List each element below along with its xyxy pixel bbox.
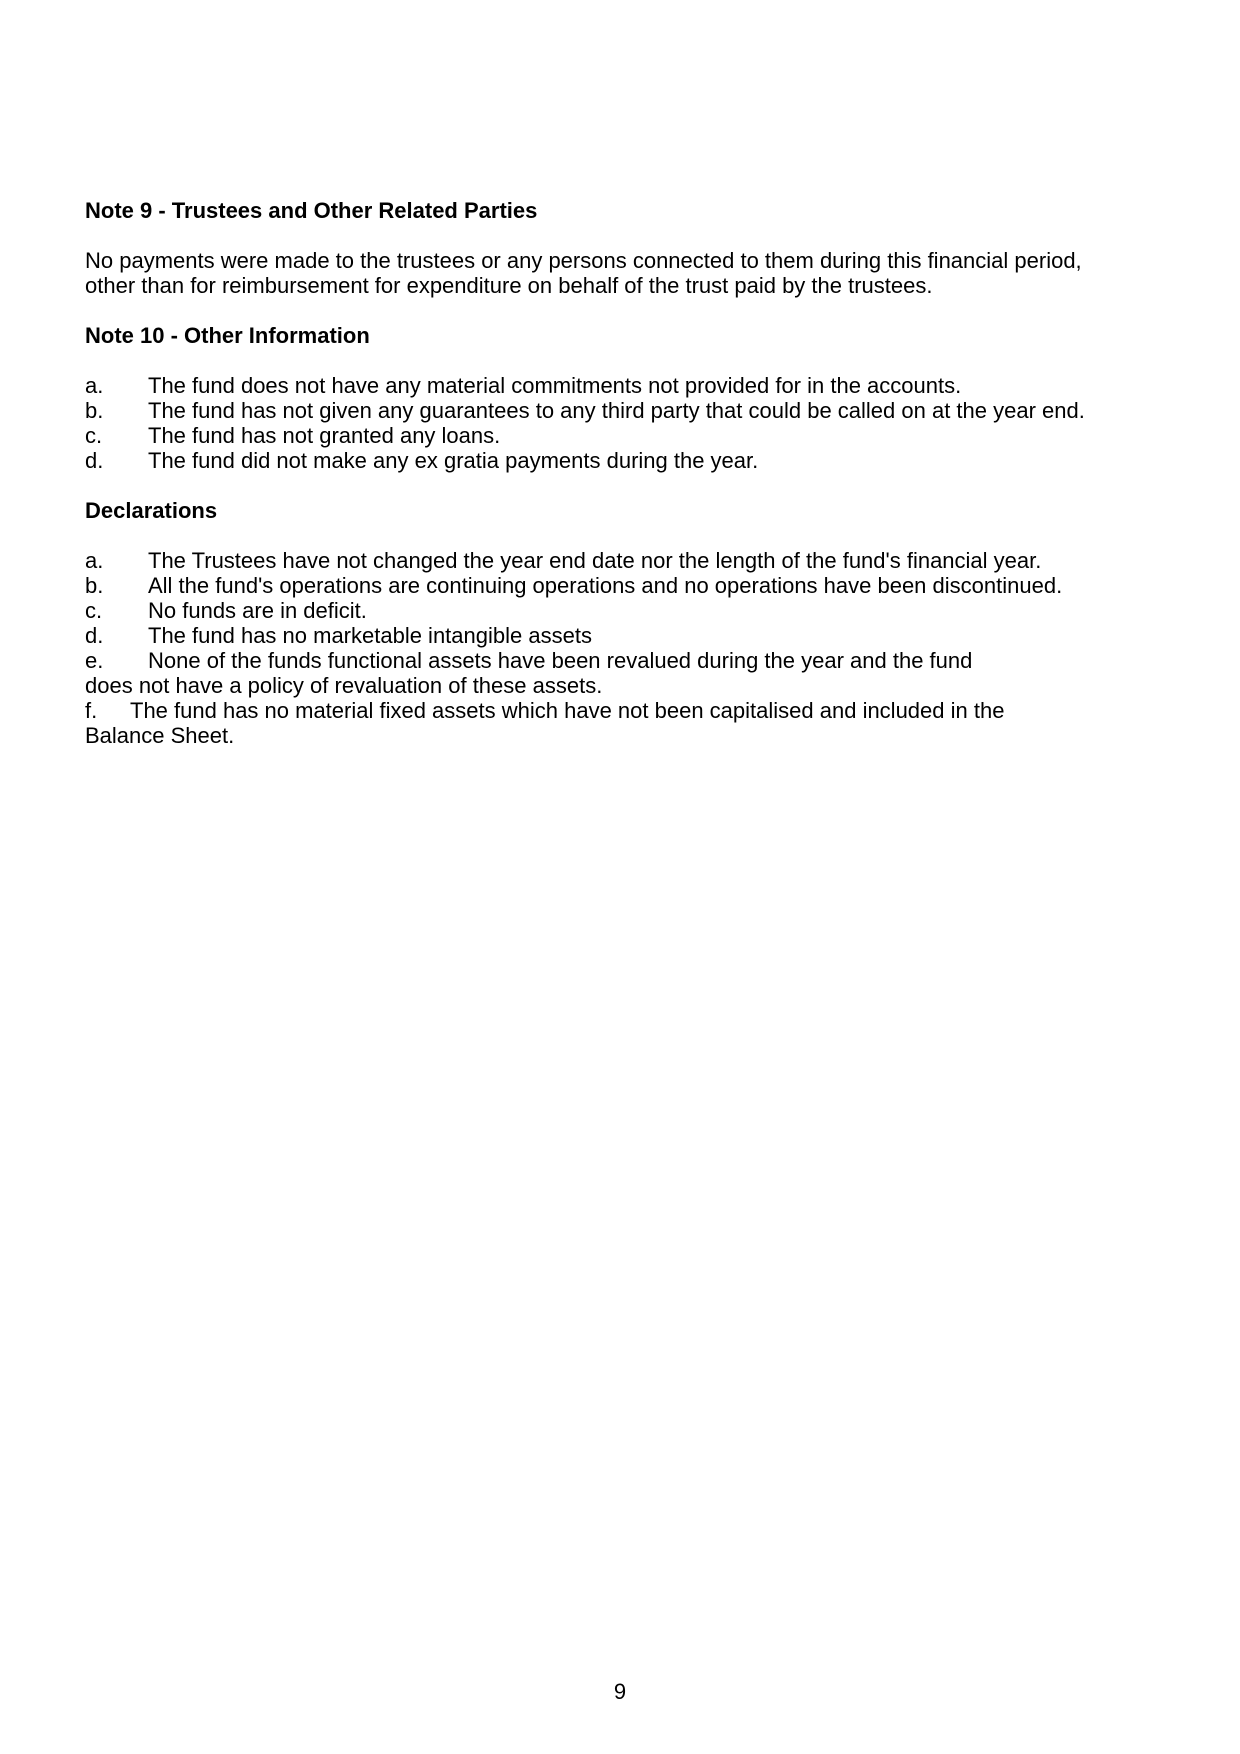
declarations-list <box>85 548 1063 748</box>
page-content <box>85 198 1085 773</box>
list-item-label: d. <box>85 448 104 473</box>
list-item-text: The fund did not make any ex gratia payments during the year. <box>148 448 759 473</box>
list-item-label: d. <box>85 623 104 648</box>
list-item-text: No funds are in deficit. <box>148 598 367 623</box>
list-item-label: c. <box>85 423 103 448</box>
note10-list <box>85 373 1085 473</box>
list-item <box>85 373 985 398</box>
list-item-text: None of the funds functional assets have been revalued during the year and the fund <box>148 648 973 673</box>
list-item-label: e. <box>85 648 104 673</box>
list-item <box>85 698 1005 723</box>
list-item <box>85 623 985 648</box>
list-item <box>85 398 1085 423</box>
list-item <box>85 548 1042 573</box>
list-item <box>85 448 985 473</box>
list-item-text: The Trustees have not changed the year end date nor the length of the fund's financial year. <box>148 548 1042 573</box>
note9-heading: Note 9 - Trustees and Other Related Parties <box>85 198 538 223</box>
list-item-continuation: Balance Sheet. <box>85 723 235 748</box>
page-number: 9 <box>613 1679 627 1704</box>
list-item <box>85 598 985 623</box>
declarations-heading: Declarations <box>85 498 218 523</box>
list-item-label: f. <box>85 698 98 723</box>
list-item-continuation: does not have a policy of revaluation of these assets. <box>85 673 603 698</box>
list-item-text: The fund has no material fixed assets which have not been capitalised and included in the <box>130 698 1005 723</box>
list-item <box>85 423 985 448</box>
note10-heading: Note 10 - Other Information <box>85 323 370 348</box>
list-item-text: The fund does not have any material commitments not provided for in the accounts. <box>148 373 962 398</box>
list-item-label: c. <box>85 598 103 623</box>
paragraph-line: other than for reimbursement for expenditure on behalf of the trust paid by the trustees. <box>85 273 933 298</box>
note9-paragraph <box>85 248 1082 298</box>
list-item-text: The fund has not granted any loans. <box>148 423 501 448</box>
list-item-label: a. <box>85 373 104 398</box>
list-item <box>85 573 1063 598</box>
list-item-text: The fund has not given any guarantees to any third party that could be called on at the year end. <box>148 398 1085 423</box>
list-item-text: The fund has no marketable intangible assets <box>148 623 592 648</box>
list-item-label: b. <box>85 573 104 598</box>
list-item-label: a. <box>85 548 104 573</box>
list-item <box>85 648 985 673</box>
list-item-text: All the fund's operations are continuing operations and no operations have been discontinued. <box>148 573 1063 598</box>
list-item-label: b. <box>85 398 104 423</box>
paragraph-line: No payments were made to the trustees or any persons connected to them during this financial period, <box>85 248 1082 273</box>
